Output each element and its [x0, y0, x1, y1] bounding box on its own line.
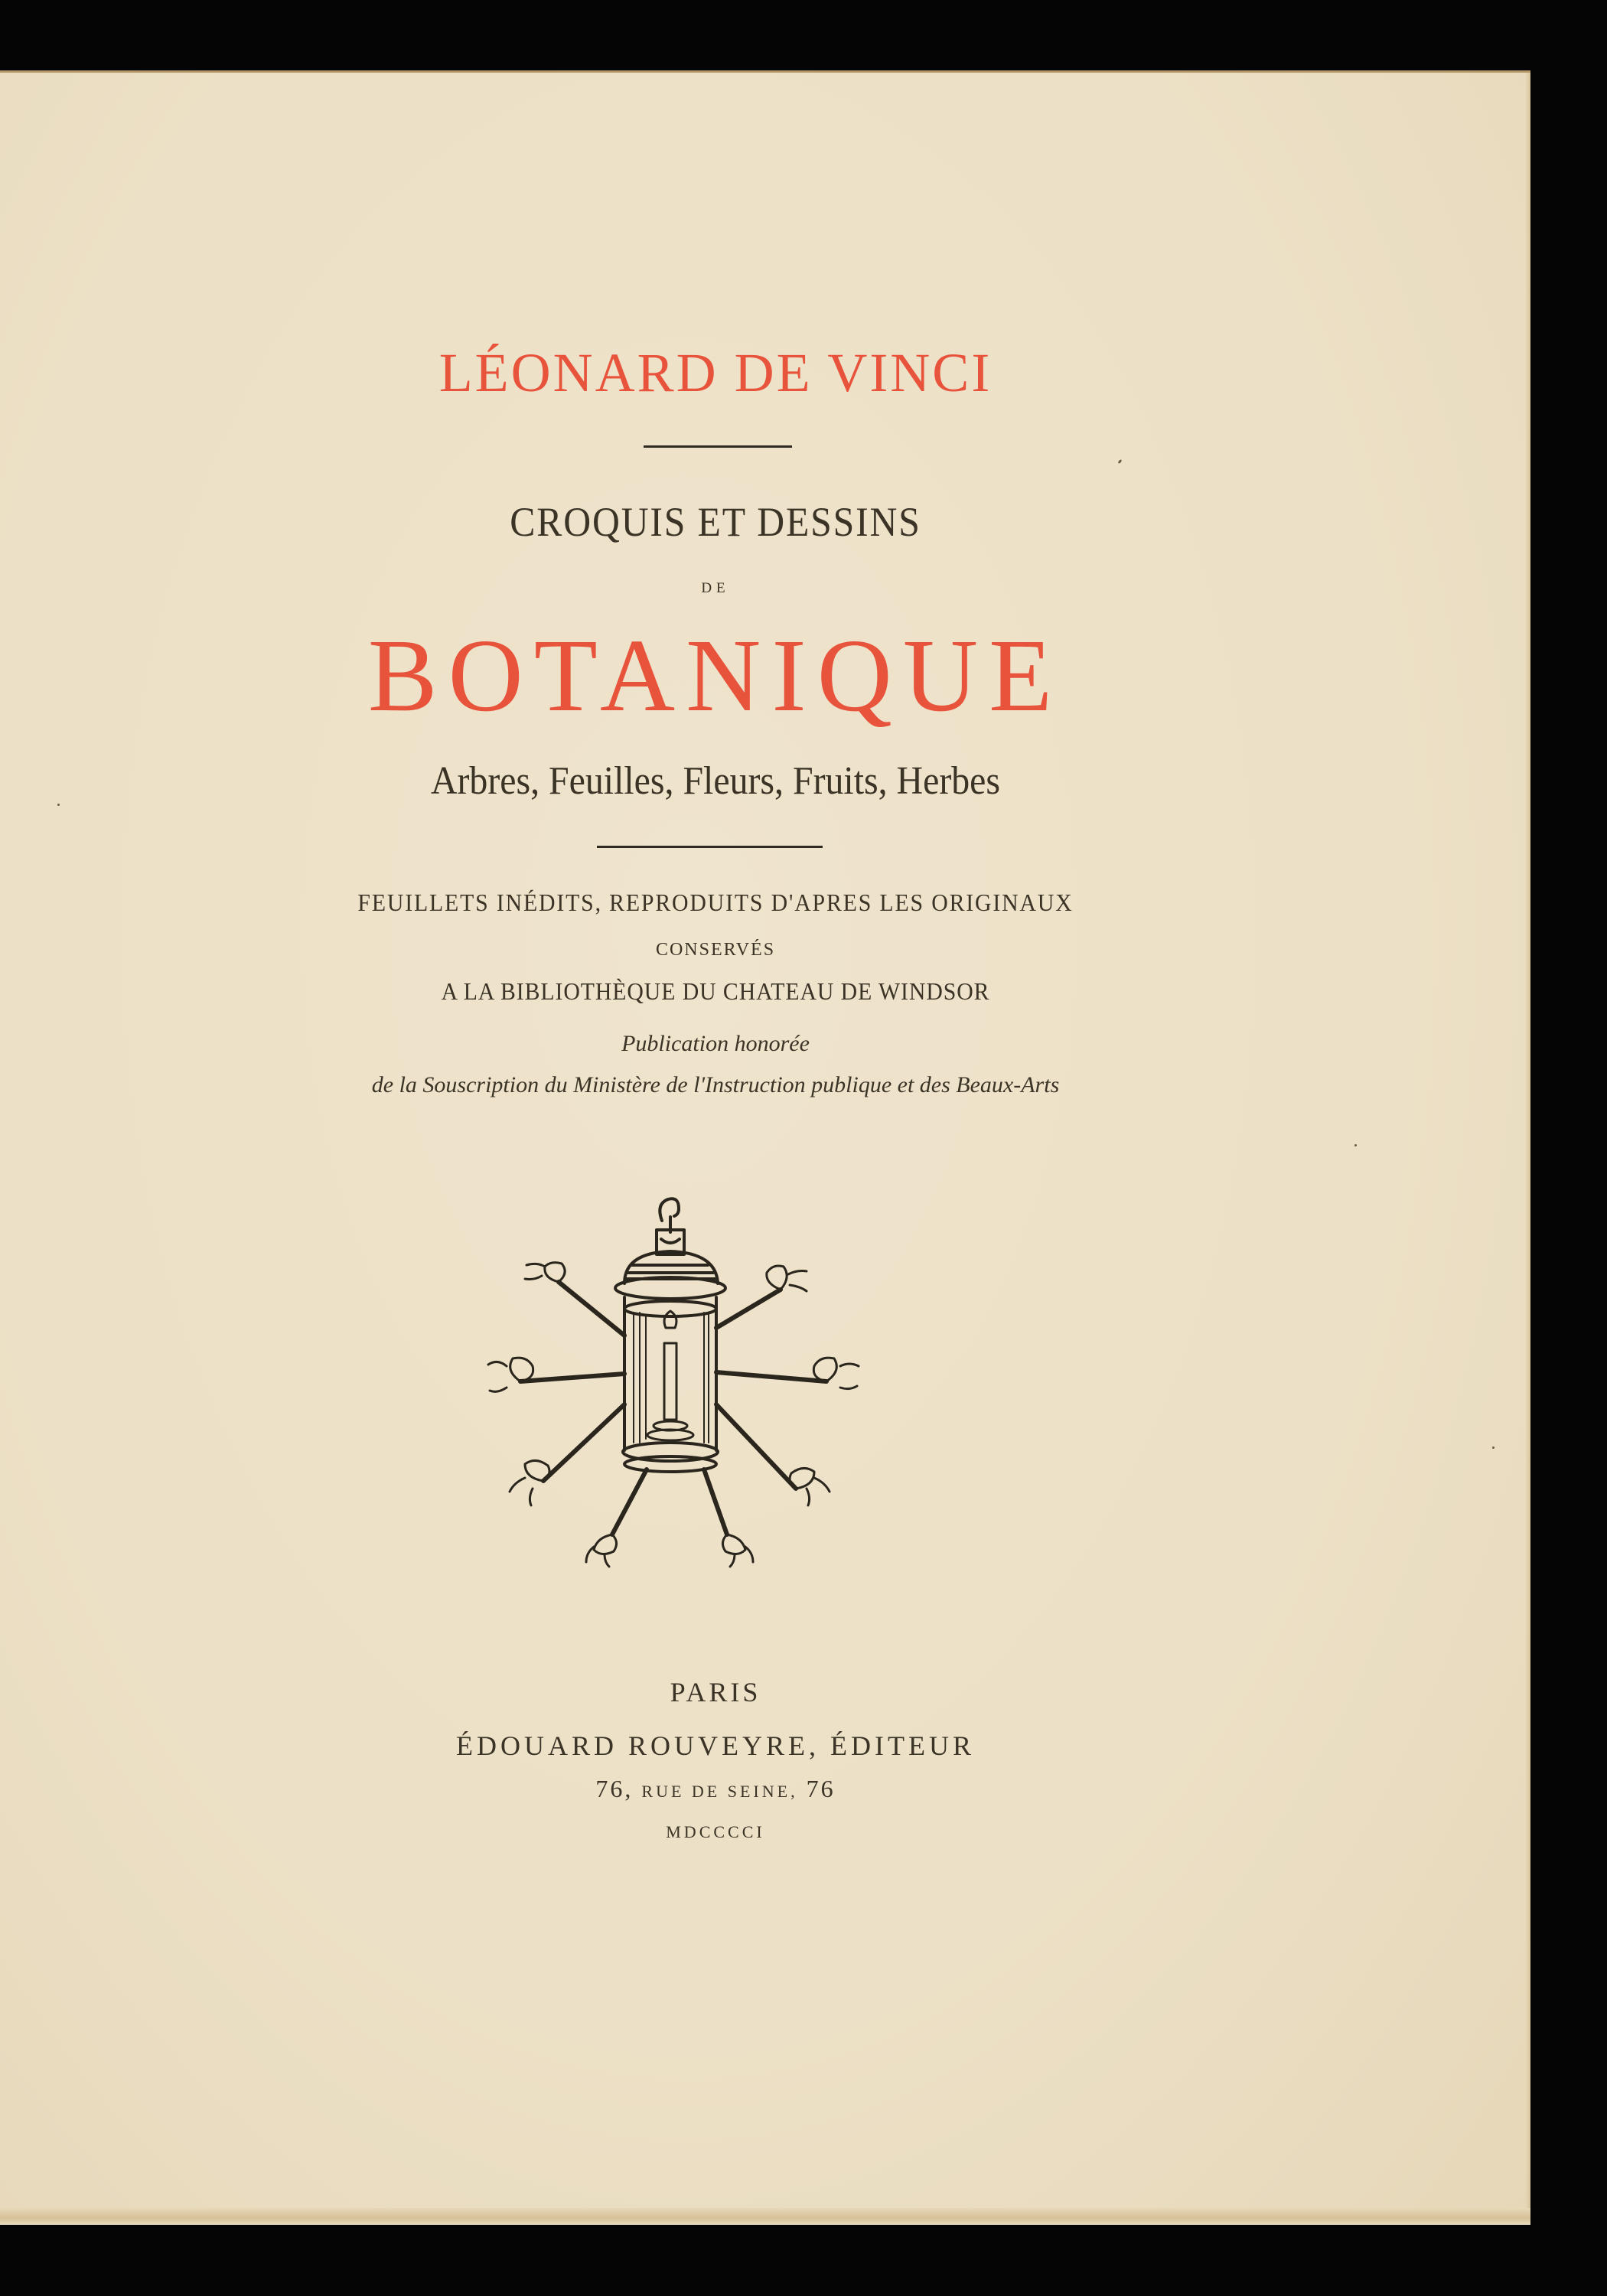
paper-speck — [1354, 1144, 1357, 1146]
page-edge-right — [1526, 73, 1530, 2225]
paper-speck — [1117, 459, 1122, 465]
imprint-address — [0, 1776, 1431, 1801]
subtitle-line2: DE — [701, 580, 730, 596]
paper-speck — [1492, 1446, 1495, 1449]
description-line3: A LA BIBLIOTHÈQUE DU CHATEAU DE WINDSOR — [441, 977, 990, 1005]
address-street: RUE DE SEINE, — [641, 1782, 798, 1801]
description-line2: CONSERVÉS — [655, 940, 776, 960]
imprint-publisher: ÉDOUARD ROUVEYRE, ÉDITEUR — [456, 1730, 975, 1761]
title-page — [0, 70, 1530, 2225]
author-name: LÉONARD DE VINCI — [438, 342, 993, 403]
subjects-line: Arbres, Feuilles, Fleurs, Fruits, Herbes — [430, 759, 1001, 803]
patronage-line1: Publication honorée — [621, 1031, 810, 1056]
subtitle-line1: CROQUIS ET DESSINS — [510, 499, 921, 545]
imprint-year: MDCCCCI — [666, 1822, 765, 1841]
page-edge-bottom — [0, 2208, 1530, 2225]
divider-top — [644, 445, 792, 448]
address-number-left: 76, — [595, 1775, 634, 1802]
patronage-line2: de la Souscription du Ministère de l'Instruction publique et des Beaux-Arts — [371, 1072, 1060, 1097]
description-line1: FEUILLETS INÉDITS, REPRODUITS D'APRES LES ORIGINAUX — [357, 889, 1074, 916]
main-title: BOTANIQUE — [367, 618, 1064, 733]
paper-speck — [57, 804, 60, 806]
divider-middle — [597, 846, 823, 848]
lantern-emblem-icon — [474, 1175, 949, 1573]
imprint-city: PARIS — [670, 1677, 761, 1707]
address-number-right: 76 — [806, 1775, 836, 1802]
